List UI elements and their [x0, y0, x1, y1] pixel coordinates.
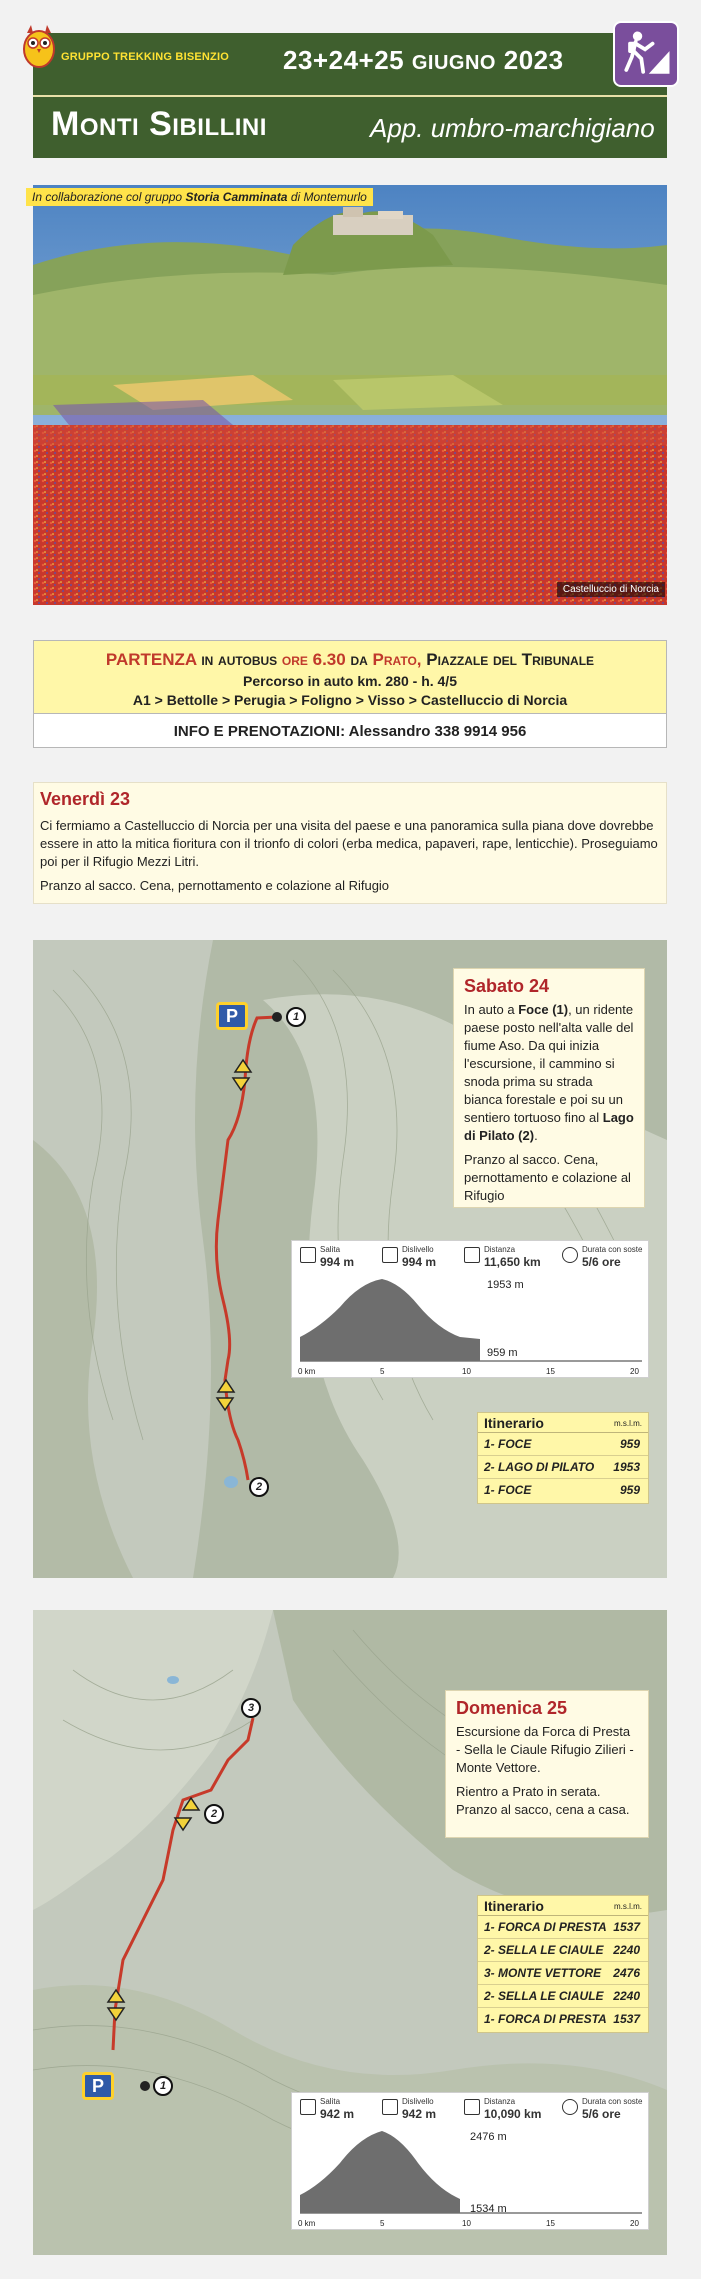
axis-tick-0: 0 km [298, 1367, 316, 1376]
page-title: Monti Sibillini [51, 105, 267, 143]
itinerary-header: Itinerario m.s.l.m. [478, 1896, 648, 1916]
landscape-photo [33, 185, 667, 605]
waypoint-1: 1 [153, 2076, 173, 2096]
friday-paragraph-1: Ci fermiamo a Castelluccio di Norcia per una visita del paese e una panoramica sulla piana dove dovrebbe essere in atto la mitica fioritura con il trionfo di colori (erba medica, papaveri, rape, lenticchie). Proseguiamo poi per il Rifugio Mezzi Litri. [40, 818, 658, 869]
friday-paragraph-2: Pranzo al sacco. Cena, pernottamento e colazione al Rifugio [40, 878, 390, 893]
saturday-profile-max: 1953 m [487, 1279, 524, 1291]
itinerary-row: 2- LAGO DI PILATO 1953 [478, 1456, 648, 1479]
saturday-p1d: Lago di Pilato (2) [464, 1110, 634, 1143]
distance-icon [464, 2099, 480, 2115]
waypoint-3: 3 [241, 1698, 261, 1718]
sunday-durata: Durata con soste 5/6 ore [582, 2097, 642, 2121]
parking-badge: P [82, 2072, 114, 2100]
departure-place: Piazzale del Tribunale [426, 650, 595, 669]
friday-box [33, 782, 667, 904]
ascent-icon [300, 1247, 316, 1263]
departure-details [34, 641, 666, 713]
sunday-paragraph-2: Rientro a Prato in serata. Pranzo al sacco, cena a casa. [456, 1784, 630, 1817]
departure-box [33, 640, 667, 748]
parking-badge: P [216, 1002, 248, 1030]
group-name: GRUPPO TREKKING BISENZIO [61, 51, 229, 63]
collab-group: Storia Camminata [185, 190, 288, 204]
collab-prefix: In collaborazione col gruppo [32, 190, 183, 204]
saturday-p1b: Foce (1) [518, 1002, 569, 1017]
itinerary-row: 1- FOCE 959 [484, 1483, 640, 1497]
departure-city: Prato, [372, 650, 422, 669]
sunday-itinerary [477, 1895, 649, 2033]
dates-year: 2023 [503, 45, 564, 75]
axis-tick-10: 10 [462, 1367, 471, 1376]
waypoint-2: 2 [204, 1804, 224, 1824]
saturday-p1e: . [534, 1128, 538, 1143]
departure-route-distance: Percorso in auto km. 280 - h. 4/5 [243, 673, 457, 689]
waypoint-2: 2 [249, 1477, 269, 1497]
sunday-stats [291, 2092, 649, 2230]
departure-line-1 [34, 641, 666, 670]
axis-tick-0: 0 km [298, 2219, 316, 2228]
saturday-itinerary [477, 1412, 649, 1504]
photo-caption: Castelluccio di Norcia [557, 582, 665, 597]
departure-route: A1 > Bettolle > Perugia > Foligno > Visso > Castelluccio di Norcia [132, 692, 568, 708]
sunday-profile-min: 1534 m [470, 2203, 507, 2215]
header-banner [33, 33, 667, 158]
hiker-icon [613, 21, 679, 87]
saturday-distanza: Distanza 11,650 km [484, 1245, 541, 1269]
booking-info: INFO E PRENOTAZIONI: Alessandro 338 9914 956 [34, 713, 666, 749]
sunday-dislivello: Dislivello 942 m [402, 2097, 436, 2121]
departure-time: ore 6.30 [281, 650, 346, 669]
axis-tick-15: 15 [546, 1367, 555, 1376]
saturday-p1a: In auto a [464, 1002, 515, 1017]
itinerary-row: 2- SELLA LE CIAULE 2240 [478, 1939, 648, 1962]
castelluccio-illustration [33, 185, 667, 605]
axis-tick-20: 20 [630, 2219, 639, 2228]
axis-tick-15: 15 [546, 2219, 555, 2228]
axis-tick-5: 5 [380, 1367, 385, 1376]
saturday-salita: Salita 994 m [320, 1245, 354, 1269]
itinerary-row: 1- FORCA DI PRESTA 1537 [484, 2012, 640, 2026]
friday-text [40, 817, 660, 901]
axis-tick-10: 10 [462, 2219, 471, 2228]
event-dates [283, 45, 564, 76]
clock-icon [562, 1247, 578, 1263]
elevation-icon [382, 2099, 398, 2115]
axis-tick-5: 5 [380, 2219, 385, 2228]
sunday-map [33, 1610, 667, 2255]
saturday-stats [291, 1240, 649, 1378]
itinerary-row: 2- SELLA LE CIAULE 2240 [478, 1985, 648, 2008]
clock-icon [562, 2099, 578, 2115]
elevation-icon [382, 1247, 398, 1263]
saturday-dislivello: Dislivello 994 m [402, 1245, 436, 1269]
itinerary-row: 1- FOCE 959 [478, 1433, 648, 1456]
waypoint-1: 1 [286, 1007, 306, 1027]
saturday-elevation-profile [300, 1277, 642, 1365]
saturday-title: Sabato 24 [464, 976, 550, 996]
saturday-paragraph-2: Pranzo al sacco. Cena, pernottamento e colazione al Rifugio [464, 1152, 631, 1203]
page-subtitle: App. umbro-marchigiano [370, 113, 655, 143]
header-divider [33, 95, 667, 97]
saturday-paragraph-1 [464, 1001, 634, 1145]
itinerary-header: Itinerario m.s.l.m. [478, 1413, 648, 1433]
saturday-box [453, 968, 645, 1208]
sunday-distanza: Distanza 10,090 km [484, 2097, 541, 2121]
collaboration-strip [26, 188, 373, 206]
saturday-profile-min: 959 m [487, 1347, 518, 1359]
saturday-map [33, 940, 667, 1578]
owl-logo-icon [19, 21, 59, 69]
dates-days: 23+24+25 [283, 45, 405, 75]
sunday-paragraph-1: Escursione da Forca di Presta - Sella le Ciaule Rifugio Zilieri - Monte Vettore. [456, 1724, 634, 1775]
dates-month: GIUGNO [411, 52, 496, 74]
departure-from: da [350, 650, 368, 669]
sunday-profile-max: 2476 m [470, 2131, 507, 2143]
saturday-p1c: , un ridente paese posto nell'alta valle del fiume Aso. Da qui inizia l'escursione, il cammino si snoda prima su strada bianca forestale e poi su un sentiero tortuoso fino al [464, 1002, 634, 1125]
departure-word: PARTENZA [105, 650, 197, 669]
sunday-box [445, 1690, 649, 1838]
distance-icon [464, 1247, 480, 1263]
saturday-durata: Durata con soste 5/6 ore [582, 1245, 642, 1269]
axis-tick-20: 20 [630, 1367, 639, 1376]
itinerary-row: 3- MONTE VETTORE 2476 [478, 1962, 648, 1985]
departure-mode: in autobus [201, 650, 278, 669]
ascent-icon [300, 2099, 316, 2115]
sunday-title: Domenica 25 [456, 1698, 568, 1718]
collab-suffix: di Montemurlo [290, 190, 367, 204]
friday-title: Venerdì 23 [40, 789, 131, 809]
sunday-salita: Salita 942 m [320, 2097, 354, 2121]
itinerary-row: 1- FORCA DI PRESTA 1537 [478, 1916, 648, 1939]
